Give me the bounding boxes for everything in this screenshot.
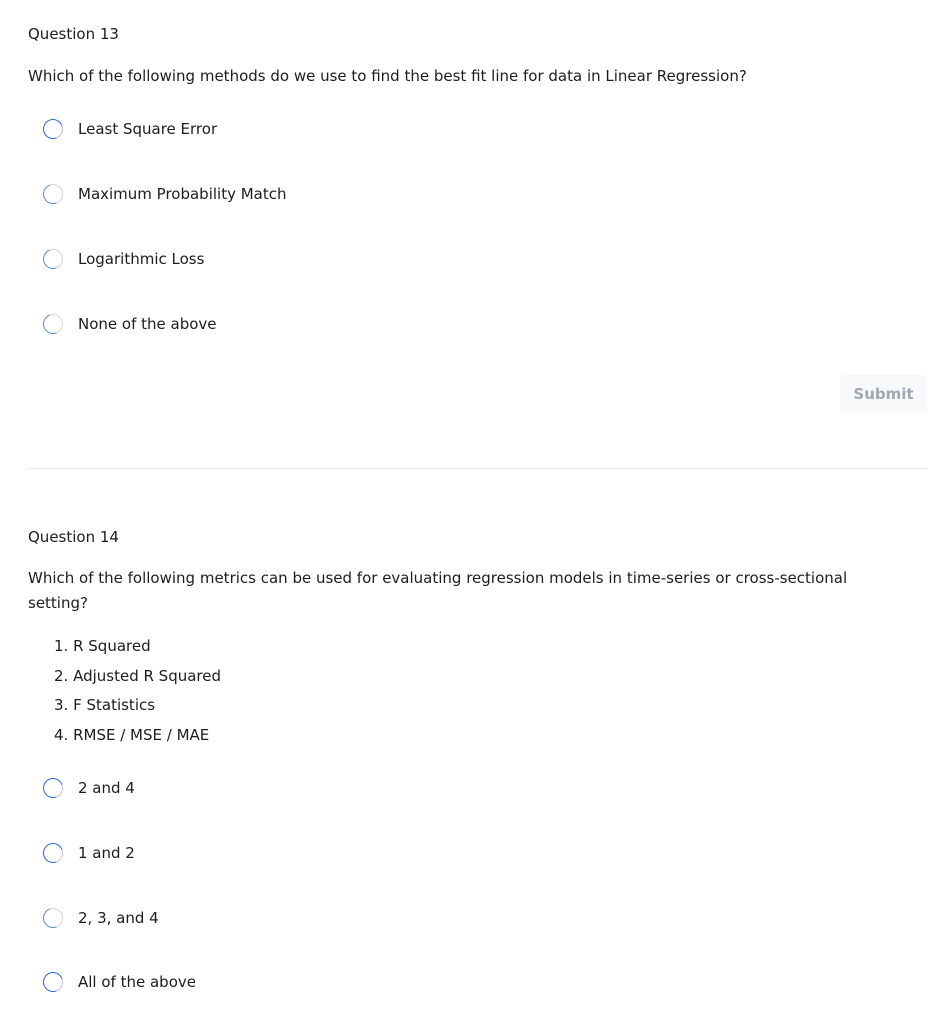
q13-option-logarithmic-loss[interactable] <box>43 246 204 272</box>
radio-icon[interactable] <box>43 184 63 204</box>
option-label: Logarithmic Loss <box>78 250 205 268</box>
metric-item: 4. RMSE / MSE / MAE <box>54 726 210 745</box>
metric-item: 2. Adjusted R Squared <box>54 666 222 685</box>
radio-icon[interactable] <box>43 972 63 992</box>
q14-option-1-and-2[interactable] <box>43 840 135 866</box>
question-13-title: Question 13 <box>28 25 119 43</box>
option-label: Maximum Probability Match <box>78 185 287 203</box>
q14-option-2-and-4[interactable] <box>43 775 135 801</box>
q13-option-none-of-the-above[interactable] <box>43 311 217 337</box>
metric-item: 1. R Squared <box>54 637 151 655</box>
radio-icon[interactable] <box>43 843 63 863</box>
option-label: All of the above <box>78 973 196 991</box>
q13-option-maximum-probability-match[interactable] <box>43 181 287 207</box>
radio-icon[interactable] <box>43 249 63 269</box>
option-label: 2 and 4 <box>78 779 135 797</box>
q14-option-all-of-the-above[interactable] <box>43 969 196 995</box>
q14-option-2-3-and-4[interactable] <box>43 905 159 931</box>
radio-icon[interactable] <box>43 908 63 928</box>
q13-option-least-square-error[interactable] <box>43 116 217 142</box>
submit-button[interactable]: Submit <box>840 375 927 412</box>
option-label: 1 and 2 <box>78 844 135 862</box>
radio-icon[interactable] <box>43 119 63 139</box>
option-label: Least Square Error <box>78 120 218 138</box>
section-divider <box>28 468 927 469</box>
question-14-title: Question 14 <box>28 528 119 546</box>
radio-icon[interactable] <box>43 778 63 798</box>
option-label: None of the above <box>78 315 217 333</box>
question-14-text: Which of the following metrics can be used for evaluating regression models in time-series or cross-sectional setting? <box>28 569 848 612</box>
option-label: 2, 3, and 4 <box>78 909 159 927</box>
question-13-text: Which of the following methods do we use to find the best fit line for data in Linear Regression? <box>28 67 747 85</box>
metrics-list <box>54 632 221 751</box>
metric-item: 3. F Statistics <box>54 696 156 715</box>
radio-icon[interactable] <box>43 314 63 334</box>
